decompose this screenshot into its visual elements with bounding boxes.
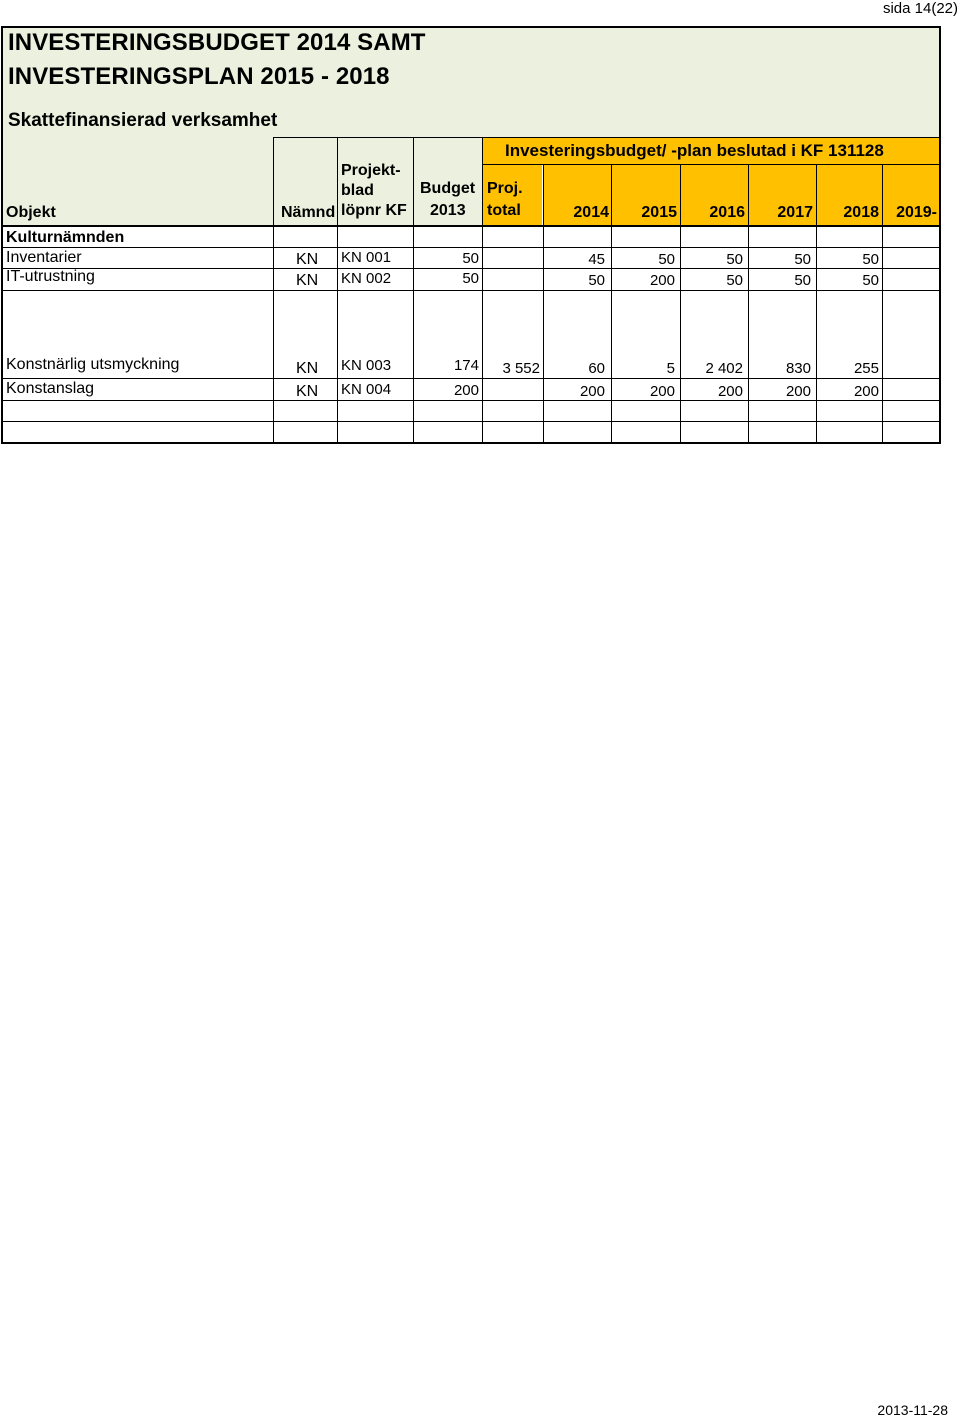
cell-lopnr: KN 001 [341, 249, 392, 266]
column-header-namnd: Nämnd [281, 204, 336, 221]
cell-y2015: 5 [666, 360, 675, 377]
column-header-projektblad-3: löpnr KF [341, 202, 407, 219]
column-header-projektblad-1: Projekt- [341, 162, 401, 179]
cell-y2017: 200 [785, 383, 811, 400]
cell-y2014: 60 [588, 360, 605, 377]
cell-y2017: 50 [794, 251, 811, 268]
cell-budget: 50 [462, 270, 479, 287]
cell-y2015: 50 [658, 251, 675, 268]
column-header-budget-1: Budget [420, 180, 476, 197]
cell-lopnr: KN 003 [341, 357, 392, 374]
cell-y2018: 50 [862, 272, 879, 289]
cell-y2014: 200 [579, 383, 605, 400]
cell-y2016: 50 [726, 251, 743, 268]
cell-namnd: KN [296, 360, 319, 377]
column-header-budget-2: 2013 [430, 202, 466, 219]
section-heading: Kulturnämnden [6, 229, 125, 246]
cell-lopnr: KN 004 [341, 381, 392, 398]
cell-y2015: 200 [649, 383, 675, 400]
cell-budget: 200 [453, 382, 479, 399]
column-header-proj-1: Proj. [487, 180, 523, 197]
column-header-proj-2: total [487, 202, 521, 219]
column-header-year: 2018 [843, 204, 879, 221]
column-header-year: 2016 [709, 204, 745, 221]
cell-objekt: Konstnärlig utsmyckning [6, 356, 180, 373]
sheet-border [1, 26, 941, 444]
column-header-projektblad-2: blad [341, 182, 374, 199]
column-header-year: 2019- [896, 204, 937, 221]
cell-objekt: Inventarier [6, 249, 82, 266]
page-title-line2: INVESTERINGSPLAN 2015 - 2018 [8, 63, 390, 90]
cell-y2017: 830 [785, 360, 811, 377]
cell-y2014: 50 [588, 272, 605, 289]
cell-y2016: 2 402 [705, 360, 743, 377]
cell-budget: 174 [453, 357, 479, 374]
page-number: sida 14(22) [882, 0, 958, 17]
cell-y2018: 50 [862, 251, 879, 268]
cell-proj: 3 552 [502, 360, 540, 377]
page-title-line1: INVESTERINGSBUDGET 2014 SAMT [8, 29, 426, 56]
column-header-objekt: Objekt [6, 204, 56, 221]
column-header-year: 2017 [777, 204, 813, 221]
footer-date: 2013-11-28 [877, 1402, 948, 1418]
page-subtitle: Skattefinansierad verksamhet [8, 110, 278, 131]
column-header-year: 2014 [573, 204, 609, 221]
cell-y2016: 50 [726, 272, 743, 289]
cell-namnd: KN [296, 383, 319, 400]
cell-lopnr: KN 002 [341, 270, 392, 287]
cell-objekt: Konstanslag [6, 380, 95, 397]
header-banner: Investeringsbudget/ -plan beslutad i KF 131128 [505, 141, 884, 160]
cell-y2018: 200 [853, 383, 879, 400]
cell-namnd: KN [296, 272, 319, 289]
cell-y2014: 45 [588, 251, 605, 268]
column-header-year: 2015 [641, 204, 677, 221]
cell-y2015: 200 [649, 272, 675, 289]
cell-y2017: 50 [794, 272, 811, 289]
cell-y2016: 200 [717, 383, 743, 400]
cell-budget: 50 [462, 250, 479, 267]
cell-namnd: KN [296, 251, 319, 268]
cell-objekt: IT-utrustning [6, 268, 95, 285]
cell-y2018: 255 [853, 360, 879, 377]
